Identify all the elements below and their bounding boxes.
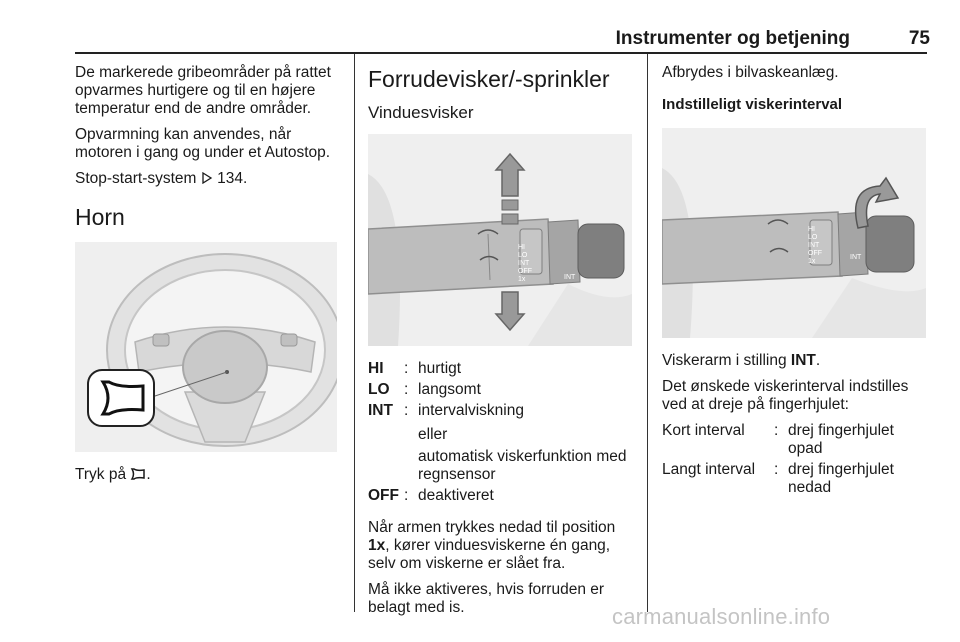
horn-icon (130, 467, 146, 479)
wiper-subsection-title: Vinduesvisker (368, 103, 474, 122)
header-divider (75, 52, 927, 54)
def-desc: hurtigt (418, 360, 462, 377)
def-desc: deaktiveret (418, 487, 494, 504)
def-colon: : (404, 381, 409, 398)
def-row-hi (368, 360, 636, 378)
interval-list (662, 422, 930, 497)
def-row-lo (368, 381, 636, 399)
wiper-lever-illustration (368, 134, 632, 346)
interval-heading: Indstilleligt viskerinterval (662, 96, 843, 113)
watermark: carmanualsonline.info (612, 604, 831, 629)
def-desc: intervalviskning (418, 402, 524, 419)
lever-wheel-label-int: INT (564, 274, 576, 281)
stop-start-reference (75, 170, 345, 188)
def-term: INT (368, 402, 393, 419)
wiper-section-title: Forrudevisker/-sprinkler (368, 66, 610, 92)
wiper-positions-list (368, 360, 636, 505)
def-term: HI (368, 360, 384, 377)
interval-instructions-paragraph: Det ønskede viskerinterval indstilles ved at dreje på fingerhjulet: (662, 378, 909, 413)
horn-heading: Horn (75, 204, 125, 230)
def-int-alt: automatisk viskerfunktion med regnsensor (418, 448, 627, 483)
column-divider-1 (354, 54, 355, 612)
column-3 (662, 64, 930, 500)
stop-start-page: 134. (217, 170, 248, 187)
column-1 (75, 64, 345, 492)
def-int-or: eller (418, 426, 448, 443)
def-term: OFF (368, 487, 399, 504)
arrow-ref-icon (201, 171, 213, 183)
steering-wheel-illustration (75, 242, 337, 452)
page-header-title: Instrumenter og betjening (615, 28, 850, 49)
lever-label-lo: LO (518, 252, 528, 259)
def-colon: : (404, 402, 409, 419)
lever-printed-labels (518, 244, 544, 284)
lever-position-paragraph (662, 352, 930, 370)
column-divider-2 (647, 54, 648, 612)
lever-label-hi: HI (518, 244, 525, 251)
def-colon: : (774, 461, 779, 478)
interval-wheel-illustration (662, 128, 926, 338)
horn-caption-text: Tryk på (75, 466, 127, 483)
lever-wheel-label-int: INT (850, 254, 862, 261)
carwash-paragraph: Afbrydes i bilvaskeanlæg. (662, 64, 839, 81)
single-wipe-bold: 1x (368, 537, 386, 554)
def-term: Langt interval (662, 461, 756, 478)
lever-label-1x: 1x (518, 276, 526, 283)
def-row-off (368, 487, 636, 505)
page-number: 75 (908, 28, 930, 49)
single-wipe-paragraph (368, 519, 636, 573)
single-wipe-pre: Når armen trykkes nedad til position (368, 519, 616, 536)
stop-start-text: Stop-start-system (75, 170, 197, 187)
lever-label-int: INT (518, 260, 530, 267)
def-row-short-interval (662, 422, 930, 458)
single-wipe-post: , kører vinduesviskerne én gang, selv om viskerne er slået fra. (368, 537, 611, 572)
column-2 (368, 64, 636, 625)
lever-position-bold: INT (790, 352, 816, 369)
def-term: LO (368, 381, 390, 398)
lever-position-post: . (815, 352, 821, 369)
lever-label-1x: 1x (808, 258, 816, 265)
lever-label-int: INT (808, 242, 820, 249)
def-desc: drej fingerhjulet nedad (788, 461, 894, 496)
lever-label-off: OFF (808, 250, 822, 257)
def-term: Kort interval (662, 422, 745, 439)
def-colon: : (404, 360, 409, 377)
def-row-int (368, 402, 636, 420)
lever-label-hi: HI (808, 226, 815, 233)
heating-usage-paragraph: Opvarmning kan anvendes, når motoren i gang og under et Autostop. (75, 126, 331, 161)
lever-printed-labels-2 (808, 226, 834, 266)
horn-caption (75, 466, 345, 484)
def-colon: : (774, 422, 779, 439)
def-desc: langsomt (418, 381, 481, 398)
lever-label-off: OFF (518, 268, 532, 275)
ice-warning-paragraph: Må ikke aktiveres, hvis forruden er belagt med is. (368, 581, 605, 616)
def-row-long-interval (662, 461, 930, 497)
heated-wheel-paragraph: De markerede gribeområder på rattet opvarmes hurtigere og til en højere temperatur end de andre områder. (75, 64, 331, 117)
lever-label-lo: LO (808, 234, 818, 241)
lever-position-pre: Viskerarm i stilling (662, 352, 787, 369)
def-desc: drej fingerhjulet opad (788, 422, 894, 457)
def-colon: : (404, 487, 409, 504)
horn-caption-end: . (146, 466, 151, 483)
